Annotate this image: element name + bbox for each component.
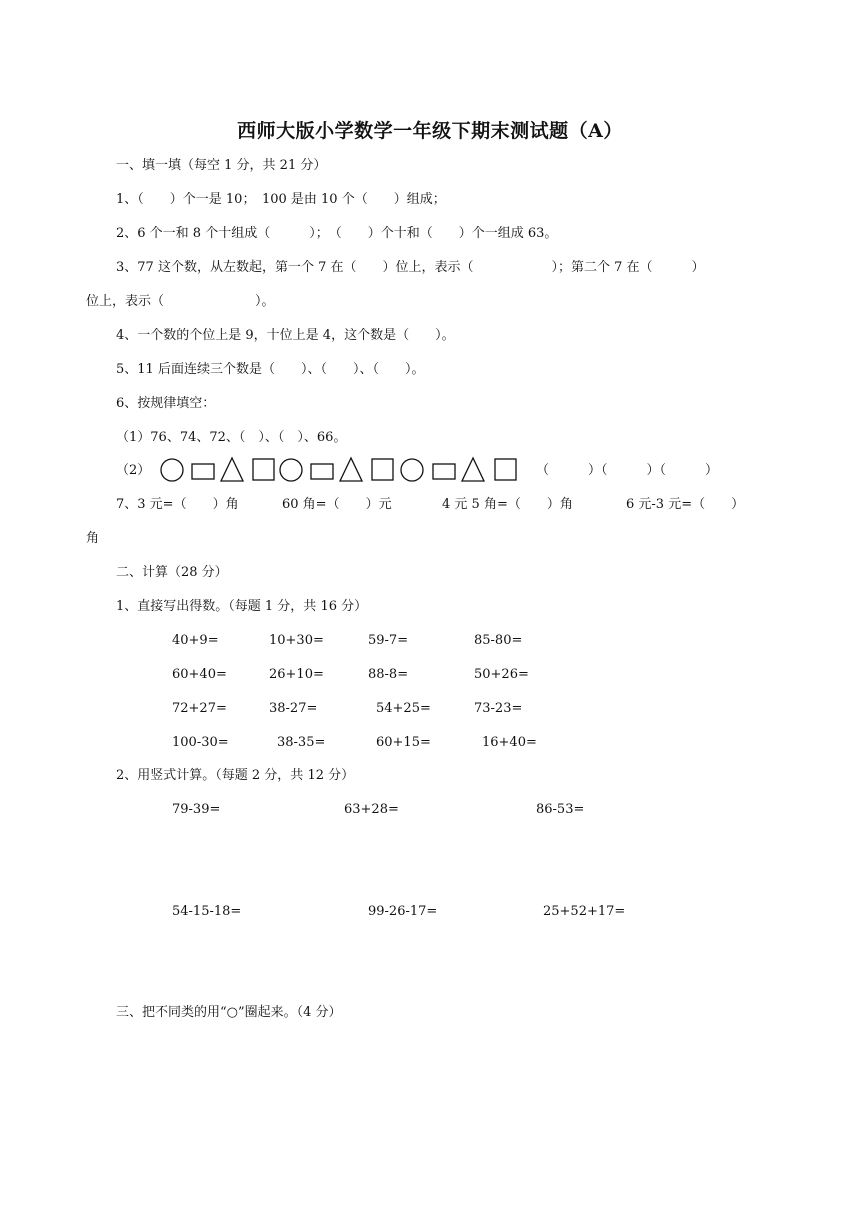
calc-item: 40+9= <box>172 633 219 648</box>
question-2: 2、6 个一和 8 个十组成（ ）； （ ）个十和（ ）个一组成 63。 <box>116 226 558 241</box>
vertical-calc-item: 63+28= <box>344 802 399 817</box>
section2-heading: 二、计算（28 分） <box>116 565 228 580</box>
question-4: 4、一个数的个位上是 9，十位上是 4，这个数是（ ）。 <box>116 328 455 343</box>
question-6-part2-blanks: （ ）（ ）（ ） <box>536 463 719 478</box>
calc-item: 59-7= <box>368 633 409 648</box>
vertical-calc-item: 25+52+17= <box>543 904 626 919</box>
question-7-c: 4 元 5 角=（ ）角 <box>442 497 573 512</box>
rectangle-shape <box>192 464 214 479</box>
calc-item: 38-27= <box>269 701 318 716</box>
shape-pattern <box>160 456 520 486</box>
question-7-a: 7、3 元=（ ）角 <box>116 497 239 512</box>
calc-part1-heading: 1、直接写出得数。（每题 1 分，共 16 分） <box>116 599 368 614</box>
square-shape <box>372 459 393 480</box>
circle-shape <box>161 459 183 481</box>
question-5: 5、11 后面连续三个数是（ ）、（ ）、（ ）。 <box>116 362 425 377</box>
triangle-shape <box>340 458 362 481</box>
triangle-shape <box>462 458 484 481</box>
question-6-part1: （1）76、74、72、（ ）、（ ）、66。 <box>116 430 347 445</box>
calc-item: 100-30= <box>172 735 229 750</box>
vertical-calc-item: 99-26-17= <box>368 904 438 919</box>
circle-shape <box>401 459 423 481</box>
question-6: 6、按规律填空： <box>116 396 216 411</box>
page-title: 西师大版小学数学一年级下期末测试题（A） <box>237 120 623 142</box>
section3-heading: 三、把不同类的用“○”圈起来。（4 分） <box>116 1005 342 1020</box>
calc-item: 73-23= <box>474 701 523 716</box>
calc-item: 54+25= <box>376 701 431 716</box>
calc-item: 38-35= <box>277 735 326 750</box>
calc-item: 26+10= <box>269 667 324 682</box>
calc-item: 16+40= <box>482 735 537 750</box>
question-7-d: 6 元-3 元=（ ） <box>626 497 745 512</box>
calc-item: 50+26= <box>474 667 529 682</box>
vertical-calc-item: 79-39= <box>172 802 221 817</box>
triangle-shape <box>221 458 243 481</box>
question-3-line1: 3、77 这个数，从左数起，第一个 7 在（ ）位上，表示（ ）；第二个 7 在（ ） <box>116 260 705 275</box>
calc-item: 88-8= <box>368 667 409 682</box>
question-6-part2-label: （2） <box>116 463 151 478</box>
vertical-calc-item: 86-53= <box>536 802 585 817</box>
calc-item: 72+27= <box>172 701 227 716</box>
calc-item: 10+30= <box>269 633 324 648</box>
vertical-calc-item: 54-15-18= <box>172 904 242 919</box>
question-1: 1、（ ）个一是 10； 100 是由 10 个（ ）组成； <box>116 192 446 207</box>
calc-part2-heading: 2、用竖式计算。（每题 2 分，共 12 分） <box>116 768 355 783</box>
rectangle-shape <box>433 464 455 479</box>
calc-item: 85-80= <box>474 633 523 648</box>
question-7-b: 60 角=（ ）元 <box>282 497 392 512</box>
section1-heading: 一、填一填（每空 1 分，共 21 分） <box>116 158 327 173</box>
calc-item: 60+40= <box>172 667 227 682</box>
question-3-line2: 位上，表示（ ）。 <box>86 294 275 309</box>
calc-item: 60+15= <box>376 735 431 750</box>
square-shape <box>495 459 516 480</box>
rectangle-shape <box>311 464 333 479</box>
question-7-unit: 角 <box>86 531 100 546</box>
square-shape <box>253 459 274 480</box>
circle-shape <box>280 459 302 481</box>
